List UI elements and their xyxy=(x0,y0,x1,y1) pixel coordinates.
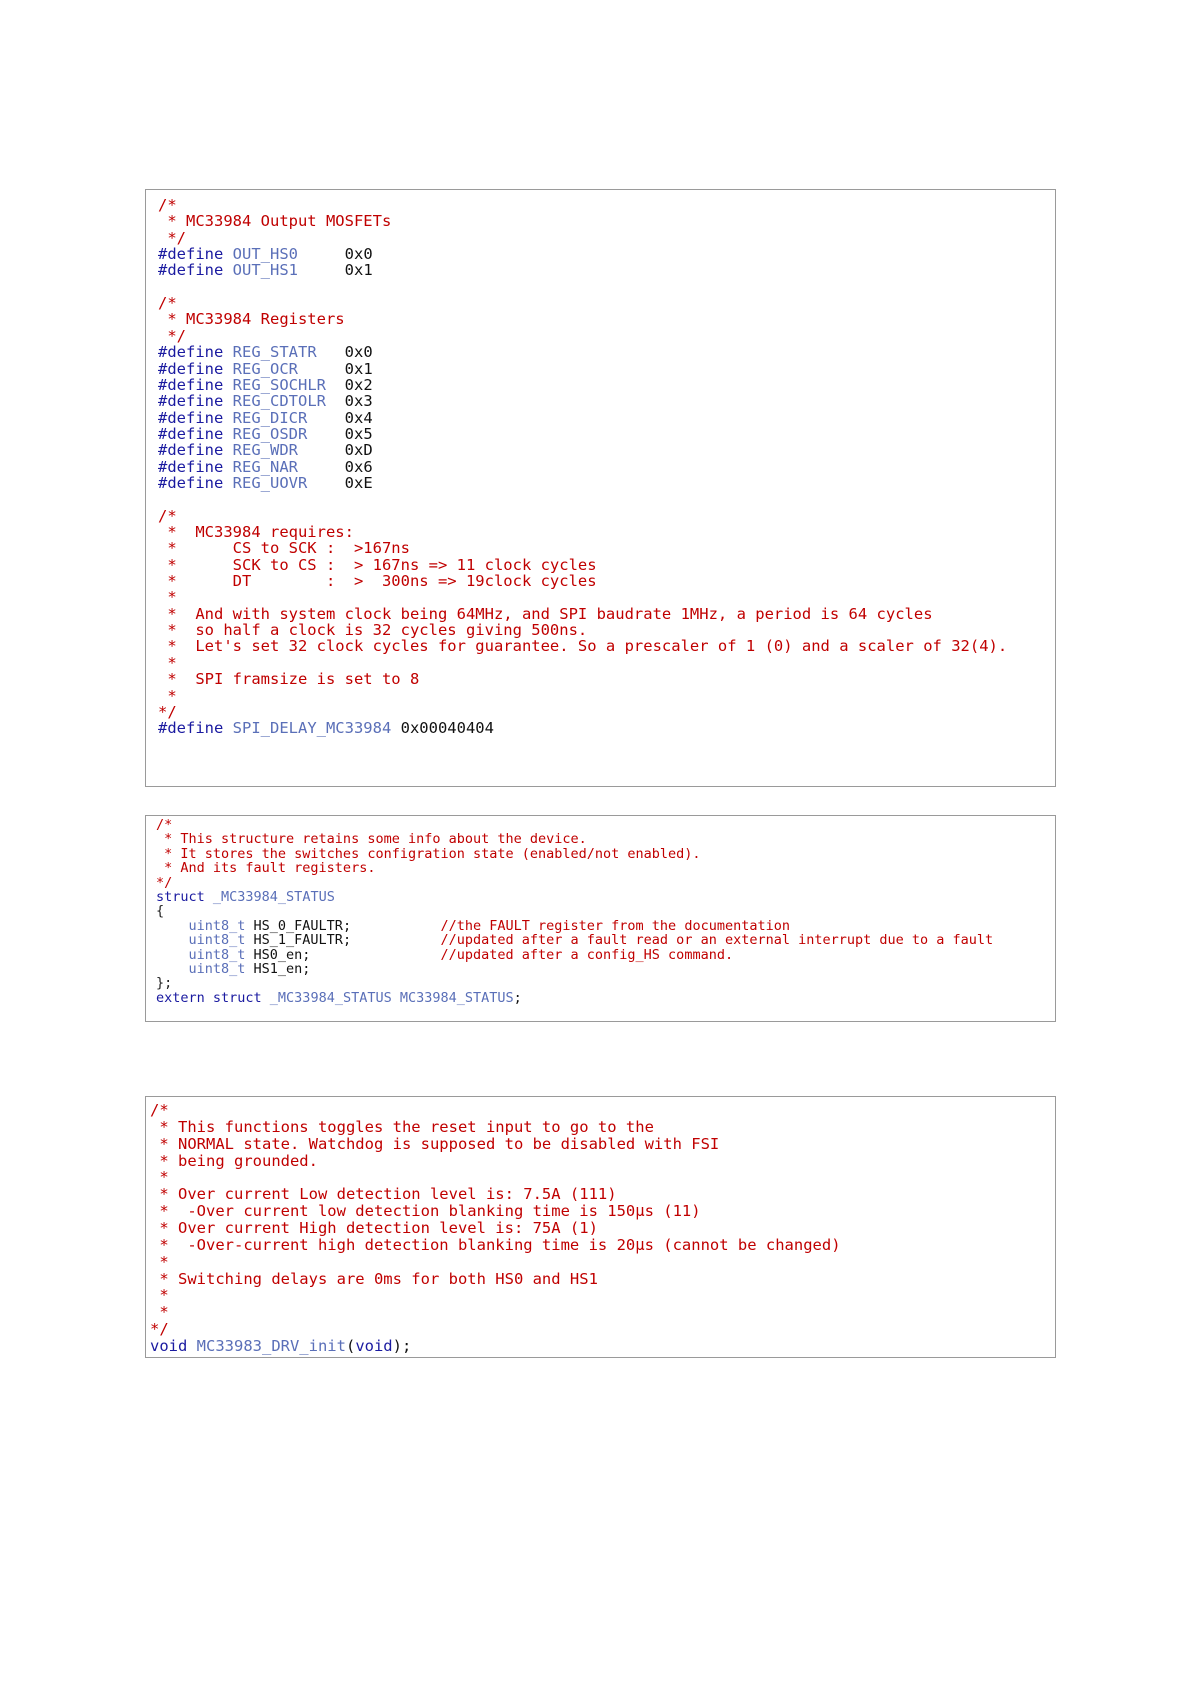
code-token: REG_OSDR xyxy=(223,424,345,443)
code-token: REG_STATR xyxy=(223,343,345,362)
code-token: #define xyxy=(158,424,224,443)
code-token: * And its fault registers. xyxy=(156,860,376,877)
code-token: OUT_HS1 xyxy=(223,261,345,280)
code-token: #define xyxy=(158,473,224,492)
code-line xyxy=(150,1102,169,1119)
code-token: REG_WDR xyxy=(223,441,345,460)
code-line xyxy=(150,1338,411,1355)
code-token: /* xyxy=(158,196,177,214)
code-token: //updated after a config_HS command. xyxy=(440,946,734,963)
code-token: * It stores the switches configration state (enabled/not enabled). xyxy=(156,845,701,862)
code-token: */ xyxy=(158,702,177,721)
code-token: #define xyxy=(158,392,224,411)
code-token: * Over current High detection level is: 75A (1) xyxy=(150,1218,598,1237)
code-token: * xyxy=(150,1286,169,1305)
code-token: uint8_t xyxy=(156,946,246,963)
code-token: REG_OCR xyxy=(223,359,345,378)
code-token: */ xyxy=(150,1320,169,1339)
code-token: ); xyxy=(392,1336,412,1355)
code-line xyxy=(158,720,494,737)
code-token: _MC33984_STATUS MC33984_STATUS xyxy=(261,989,514,1006)
code-token: */ xyxy=(156,874,173,891)
code-token: }; xyxy=(156,975,173,992)
code-token: HS_1_FAULTR; xyxy=(245,932,441,949)
code-token: * DT : > 300ns => 19clock cycles xyxy=(158,572,597,591)
code-token: void xyxy=(355,1336,393,1355)
code-token: 0x00040404 xyxy=(400,719,494,738)
code-line xyxy=(158,475,373,492)
code-token: /* xyxy=(158,506,177,525)
code-line xyxy=(150,1287,169,1304)
code-token: * xyxy=(150,1168,169,1187)
code-token: 0xD xyxy=(344,441,373,460)
code-token: uint8_t xyxy=(156,917,246,934)
code-token: 0x0 xyxy=(344,343,373,362)
code-token: { xyxy=(156,903,165,920)
code-token: REG_CDTOLR xyxy=(223,392,345,411)
code-token: 0x1 xyxy=(344,261,373,280)
code-token: SPI_DELAY_MC33984 xyxy=(223,719,401,738)
code-token: //updated after a fault read or an external interrupt due to a fault xyxy=(440,932,994,949)
code-token: MC33983_DRV_init xyxy=(187,1336,346,1355)
code-token: /* xyxy=(158,294,177,313)
code-token: * MC33984 requires: xyxy=(158,523,354,541)
code-token: REG_DICR xyxy=(223,408,345,427)
code-block-register-defines xyxy=(145,189,1056,787)
code-token: _MC33984_STATUS xyxy=(204,889,335,905)
code-token: * xyxy=(150,1303,169,1322)
code-line xyxy=(158,213,391,230)
code-line xyxy=(150,1220,598,1237)
code-token: #define xyxy=(158,375,224,394)
code-token: * MC33984 Registers xyxy=(158,310,345,329)
code-token: * Let's set 32 clock cycles for guarantee. So a prescaler of 1 (0) and a scaler of 32(4). xyxy=(158,637,1008,656)
code-token: * Over current Low detection level is: 7.5A (111) xyxy=(150,1185,617,1204)
code-token: 0x6 xyxy=(344,457,373,476)
code-token: * SPI framsize is set to 8 xyxy=(158,670,420,689)
code-token: uint8_t xyxy=(156,961,246,977)
code-line xyxy=(150,1186,617,1203)
code-token: HS1_en; xyxy=(245,961,311,977)
code-line xyxy=(150,1304,169,1321)
code-token: 0x1 xyxy=(344,359,373,378)
code-token: #define xyxy=(158,457,224,476)
code-line xyxy=(150,1254,169,1271)
code-line xyxy=(150,1119,654,1136)
code-token: #define xyxy=(158,408,224,427)
code-token: #define xyxy=(158,245,224,264)
code-block-init-function xyxy=(145,1096,1056,1358)
code-token: #define xyxy=(158,261,224,280)
code-token: HS0_en; xyxy=(245,946,441,963)
code-line xyxy=(156,962,310,977)
code-token: REG_UOVR xyxy=(223,473,345,492)
code-line xyxy=(150,1237,841,1254)
code-line xyxy=(158,262,373,279)
code-token: uint8_t xyxy=(156,932,246,949)
code-token: * -Over-current high detection blanking time is 20μs (cannot be changed) xyxy=(150,1235,841,1254)
code-token: * xyxy=(150,1252,169,1271)
code-token: */ xyxy=(158,326,186,345)
code-token: #define xyxy=(158,359,224,378)
code-line xyxy=(156,890,335,905)
code-token: //the FAULT register from the documentation xyxy=(440,917,790,934)
code-line xyxy=(156,861,375,876)
code-token: * CS to SCK : >167ns xyxy=(158,539,410,558)
code-token: 0xE xyxy=(344,473,373,492)
code-line xyxy=(150,1136,719,1153)
code-token: 0x4 xyxy=(344,408,373,427)
code-token: */ xyxy=(158,228,186,247)
code-token: * This structure retains some info about the device. xyxy=(156,831,587,848)
code-token: ( xyxy=(345,1336,356,1355)
code-line xyxy=(158,671,419,688)
code-line xyxy=(150,1169,169,1186)
code-token: /* xyxy=(156,817,173,833)
code-line xyxy=(156,991,522,1006)
code-token: /* xyxy=(150,1101,169,1119)
code-token: 0x2 xyxy=(344,375,373,394)
code-token: REG_SOCHLR xyxy=(223,375,345,394)
code-token: #define xyxy=(158,343,224,362)
code-line xyxy=(150,1321,169,1338)
code-token: * -Over current low detection blanking time is 150μs (11) xyxy=(150,1202,701,1221)
code-token: #define xyxy=(158,719,224,738)
code-token: * xyxy=(158,686,177,705)
code-token: * And with system clock being 64MHz, and SPI baudrate 1MHz, a period is 64 cycles xyxy=(158,604,933,623)
code-token: 0x5 xyxy=(344,424,373,443)
code-token: * NORMAL state. Watchdog is supposed to be disabled with FSI xyxy=(150,1134,720,1153)
code-token: * Switching delays are 0ms for both HS0 and HS1 xyxy=(150,1269,598,1288)
code-token: extern struct xyxy=(156,989,262,1006)
code-line xyxy=(150,1271,598,1288)
code-token: 0x0 xyxy=(344,245,373,264)
code-token: * xyxy=(158,653,177,672)
code-block-status-struct xyxy=(145,815,1056,1022)
code-token: 0x3 xyxy=(344,392,373,411)
code-token: * This functions toggles the reset input to go to the xyxy=(150,1117,654,1136)
code-token: #define xyxy=(158,441,224,460)
code-token: void xyxy=(150,1336,188,1355)
code-token: OUT_HS0 xyxy=(223,245,345,264)
code-line xyxy=(150,1153,318,1170)
code-token: struct xyxy=(156,889,205,905)
code-token: * being grounded. xyxy=(150,1151,318,1170)
code-token: REG_NAR xyxy=(223,457,345,476)
code-line xyxy=(150,1203,701,1220)
code-token: * SCK to CS : > 167ns => 11 clock cycles xyxy=(158,555,597,574)
code-token: HS_0_FAULTR; xyxy=(245,917,441,934)
code-token: ; xyxy=(513,989,522,1006)
code-token: * so half a clock is 32 cycles giving 500ns. xyxy=(158,621,588,640)
code-token: * xyxy=(158,588,177,607)
code-token: * MC33984 Output MOSFETs xyxy=(158,212,392,231)
code-line xyxy=(158,638,1007,655)
code-line xyxy=(158,573,597,590)
